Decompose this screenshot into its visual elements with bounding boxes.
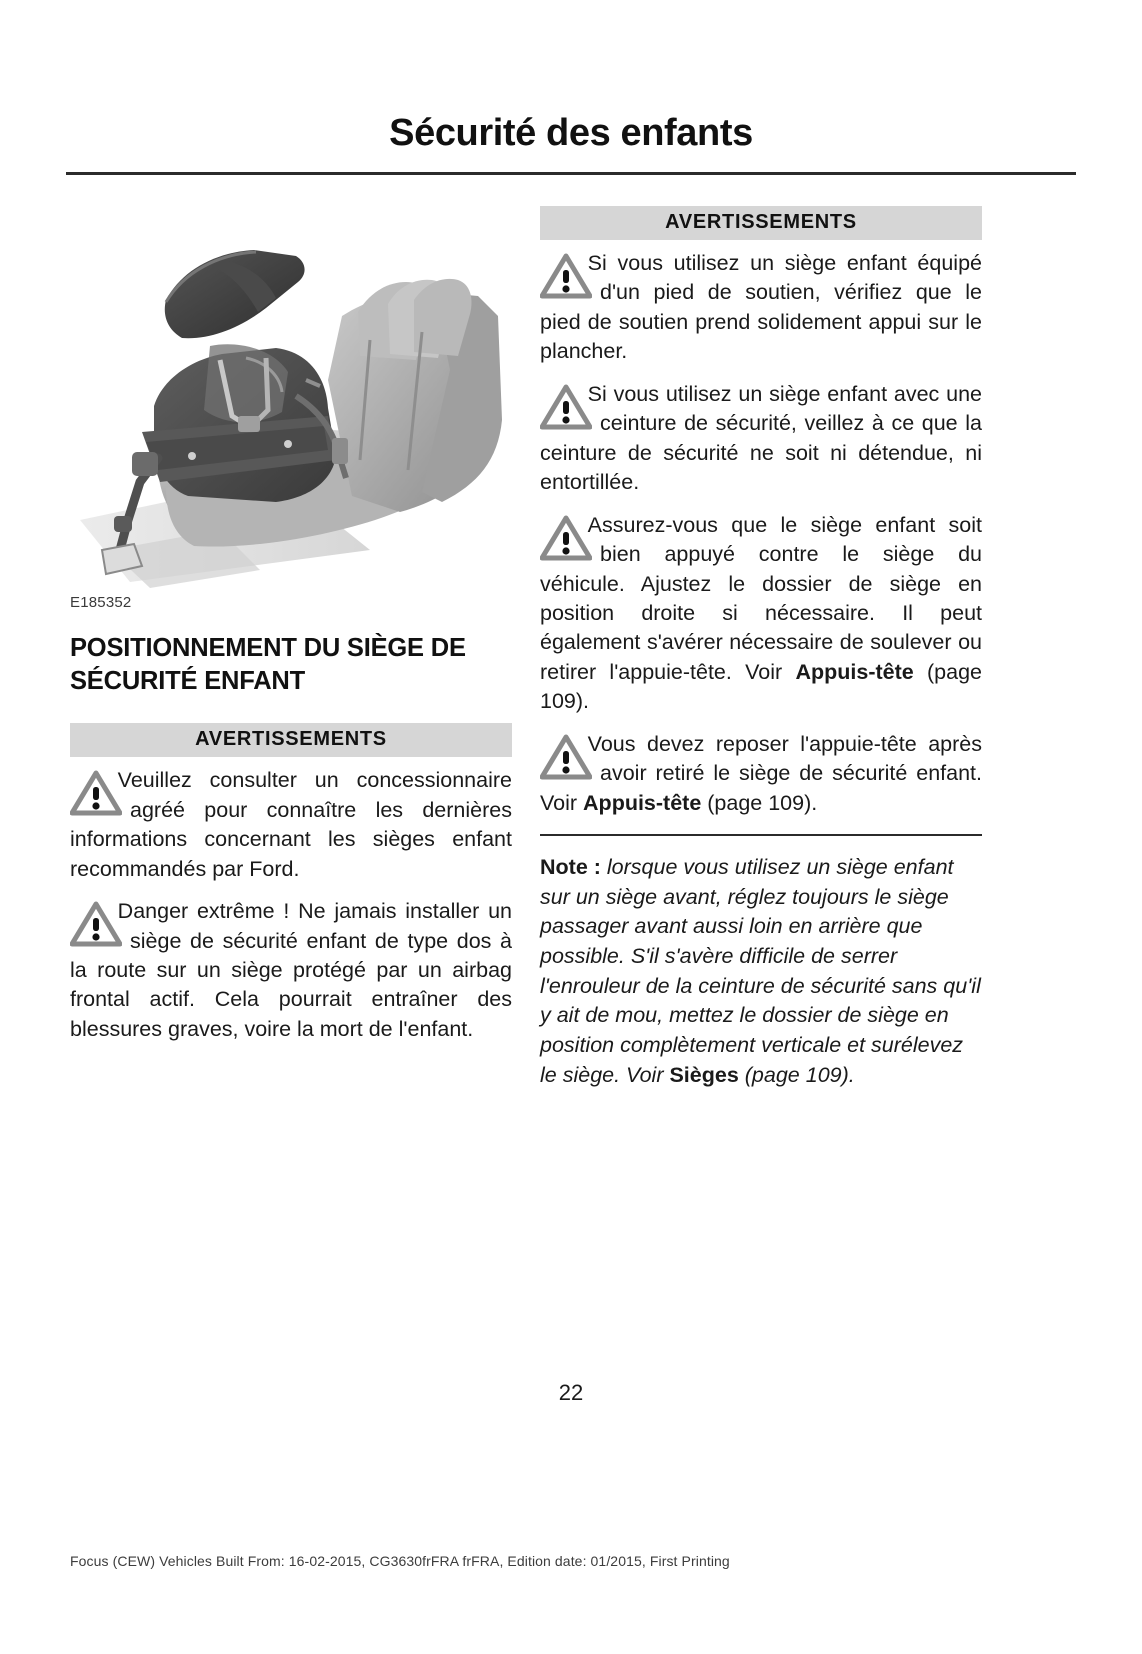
warning-text: Vous devez reposer l'appuie-tête après avoir retiré le siège de sécurité enfant. Voir Appuis-tête (page 109). — [540, 731, 982, 815]
warning-triangle-icon — [540, 253, 592, 299]
warning-text: Assurez-vous que le siège enfant soit bien appuyé contre le siège du véhicule. Ajustez le dossier de siège en position droite si nécessaire. Il peut également s'avérer nécessaire de soulever ou retirer l'appuie-tête. Voir Appuis-tête (page 109). — [540, 512, 982, 714]
section-heading: POSITIONNEMENT DU SIÈGE DE SÉCURITÉ ENFANT — [70, 634, 466, 695]
child-seat-figure — [70, 220, 512, 611]
warnings-banner-left: AVERTISSEMENTS — [70, 723, 512, 757]
warning-item — [540, 380, 982, 498]
warning-triangle-icon — [70, 901, 122, 947]
rear-facing-child-seat-illustration — [70, 220, 512, 592]
warning-triangle-icon — [540, 384, 592, 430]
warning-text: Si vous utilisez un siège enfant équipé d'un pied de soutien, vérifiez que le pied de soutien prend solidement appui sur le plancher. — [540, 251, 982, 364]
warning-item — [70, 766, 512, 884]
warning-item — [540, 511, 982, 717]
warning-text: Danger extrême ! Ne jamais installer un siège de sécurité enfant de type dos à la route sur un siège protégé par un airbag frontal actif. Cela pourrait entraîner des blessures graves, voire la mort de l'enfant. — [70, 899, 512, 1041]
warning-triangle-icon — [540, 515, 592, 561]
page-title: Sécurité des enfants — [389, 112, 753, 154]
note-divider — [540, 834, 982, 836]
left-column — [70, 206, 512, 1044]
page-number: 22 — [558, 1380, 584, 1405]
right-column — [540, 206, 982, 1090]
warnings-banner-right: AVERTISSEMENTS — [540, 206, 982, 240]
header-divider — [66, 172, 1076, 175]
figure-caption: E185352 — [70, 594, 132, 611]
publication-footer: Focus (CEW) Vehicles Built From: 16-02-2015, CG3630frFRA frFRA, Edition date: 01/2015, First Printing — [70, 1553, 730, 1569]
warning-item — [540, 730, 982, 818]
warning-item — [70, 897, 512, 1044]
note-label: Note : — [540, 855, 601, 880]
warning-text: Si vous utilisez un siège enfant avec une ceinture de sécurité, veillez à ce que la ceinture de sécurité ne soit ni détendue, ni entortillée. — [540, 381, 982, 495]
note-block — [540, 853, 982, 1090]
warning-triangle-icon — [70, 770, 122, 816]
warning-item — [540, 249, 982, 367]
note-text: lorsque vous utilisez un siège enfant sur un siège avant, réglez toujours le siège passager avant aussi loin en arrière que possible. S'il s'avère difficile de serrer l'enrouleur de la ceinture de sécurité sans qu'il y ait de mou, mettez le dossier de siège en position complètement verticale et surélevez le siège. Voir Sièges (page 109). — [540, 855, 981, 1087]
warning-triangle-icon — [540, 734, 592, 780]
warning-text: Veuillez consulter un concessionnaire agréé pour connaître les dernières informations concernant les sièges enfant recommandés par Ford. — [70, 768, 512, 881]
